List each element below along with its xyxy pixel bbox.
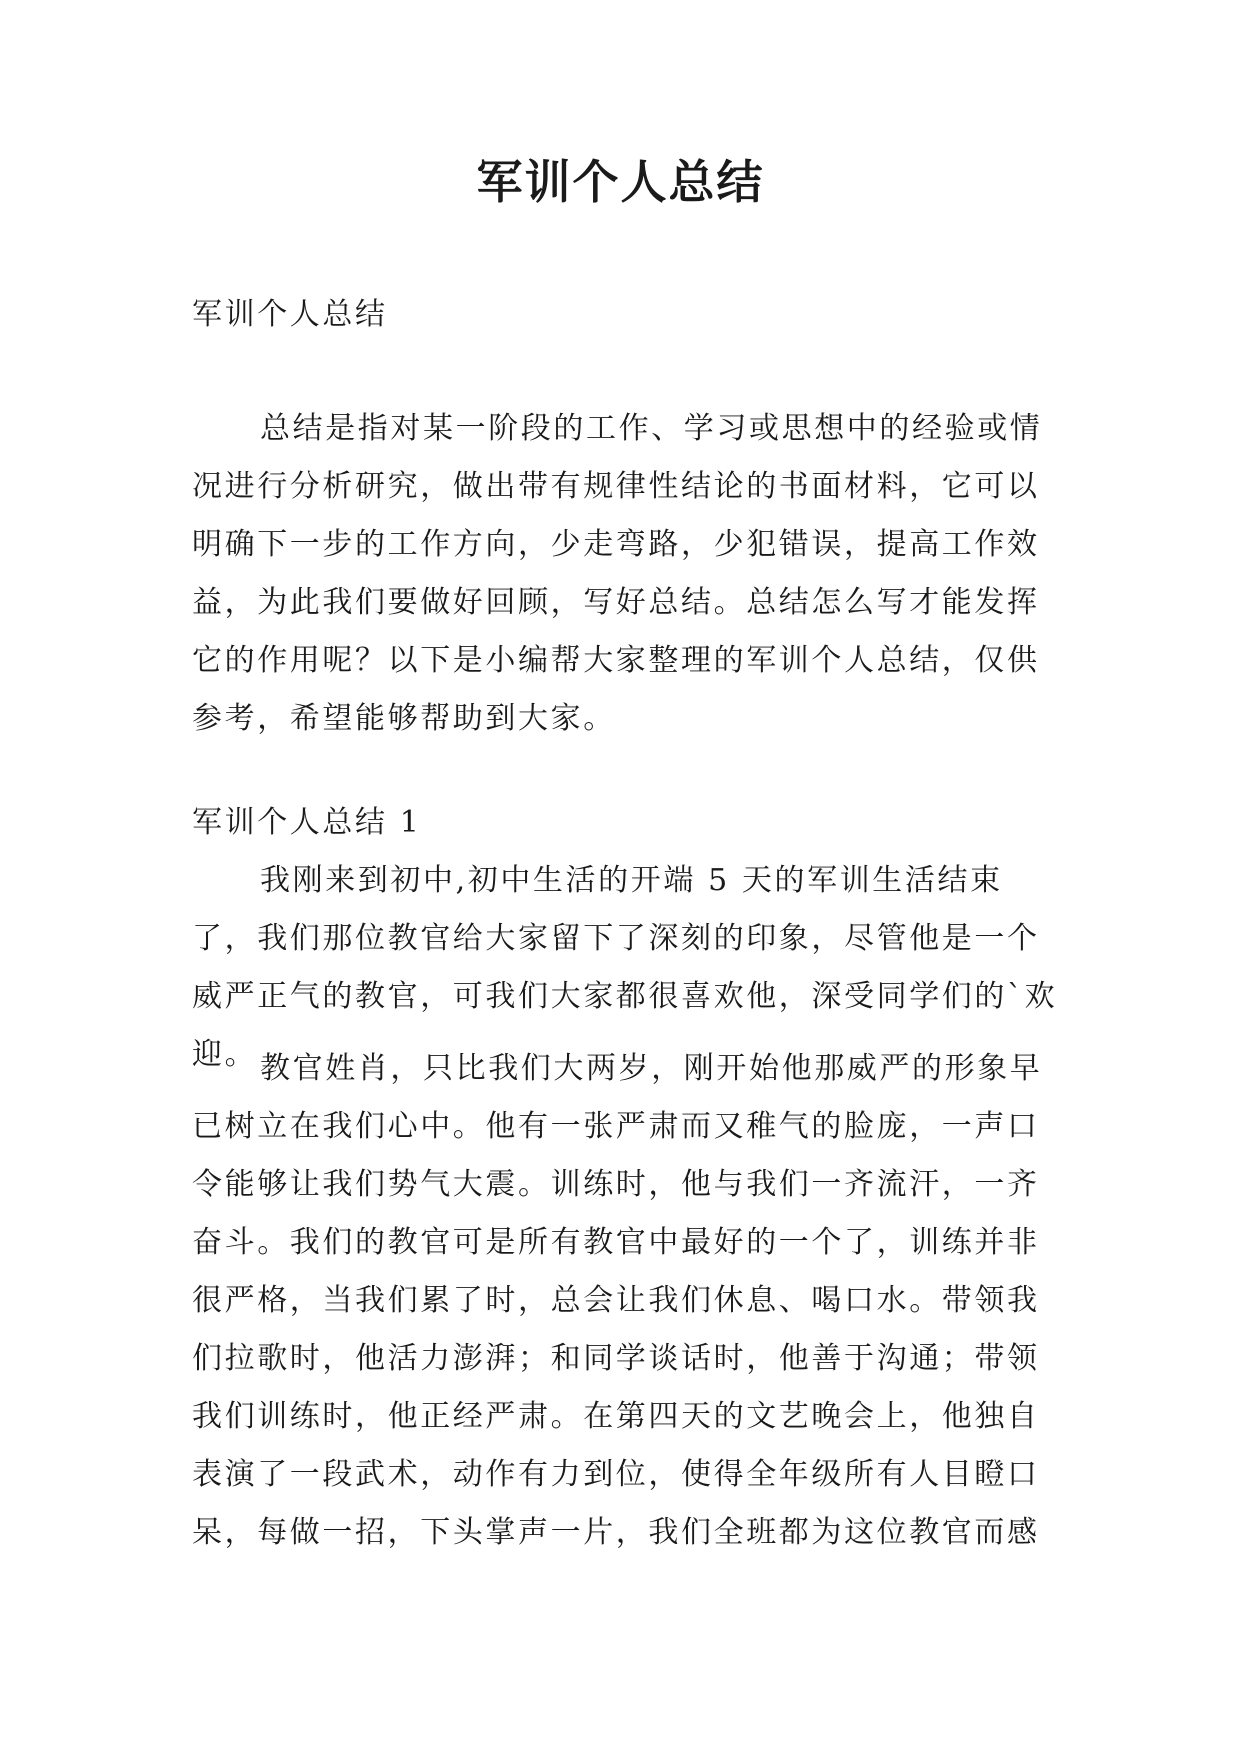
body-paragraph-1: 我刚来到初中,初中生活的开端 5 天的军训生活结束了，我们那位教官给大家留下了深刻的印象，尽管他是一个威严正气的教官，可我们大家都很喜欢他，深受同学们的`欢迎。 xyxy=(192,863,1058,1072)
intro-paragraph: 总结是指对某一阶段的工作、学习或思想中的经验或情况进行分析研究，做出带有规律性结论的书面材料，它可以明确下一步的工作方向，少走弯路，少犯错误，提高工作效益，为此我们要做好回顾，写好总结。总结怎么写才能发挥它的作用呢？以下是小编帮大家整理的军训个人总结，仅供参考，希望能够帮助到大家。 xyxy=(192,411,1043,736)
document-subtitle: 军训个人总结 xyxy=(192,297,388,332)
section-heading: 军训个人总结 1 xyxy=(192,805,422,840)
document-title: 军训个人总结 xyxy=(476,155,765,209)
body-paragraph-2: 教官姓肖，只比我们大两岁，刚开始他那威严的形象早已树立在我们心中。他有一张严肃而又稚气的脸庞，一声口令能够让我们势气大震。训练时，他与我们一齐流汗，一齐奋斗。我们的教官可是所有教官中最好的一个了，训练并非很严格，当我们累了时，总会让我们休息、喝口水。带领我们拉歌时，他活力澎湃；和同学谈话时，他善于沟通；带领我们训练时，他正经严肃。在第四天的文艺晚会上，他独自表演了一段武术，动作有力到位，使得全年级所有人目瞪口呆，每做一招，下头掌声一片，我们全班都为这位教官而感 xyxy=(192,1051,1043,1550)
